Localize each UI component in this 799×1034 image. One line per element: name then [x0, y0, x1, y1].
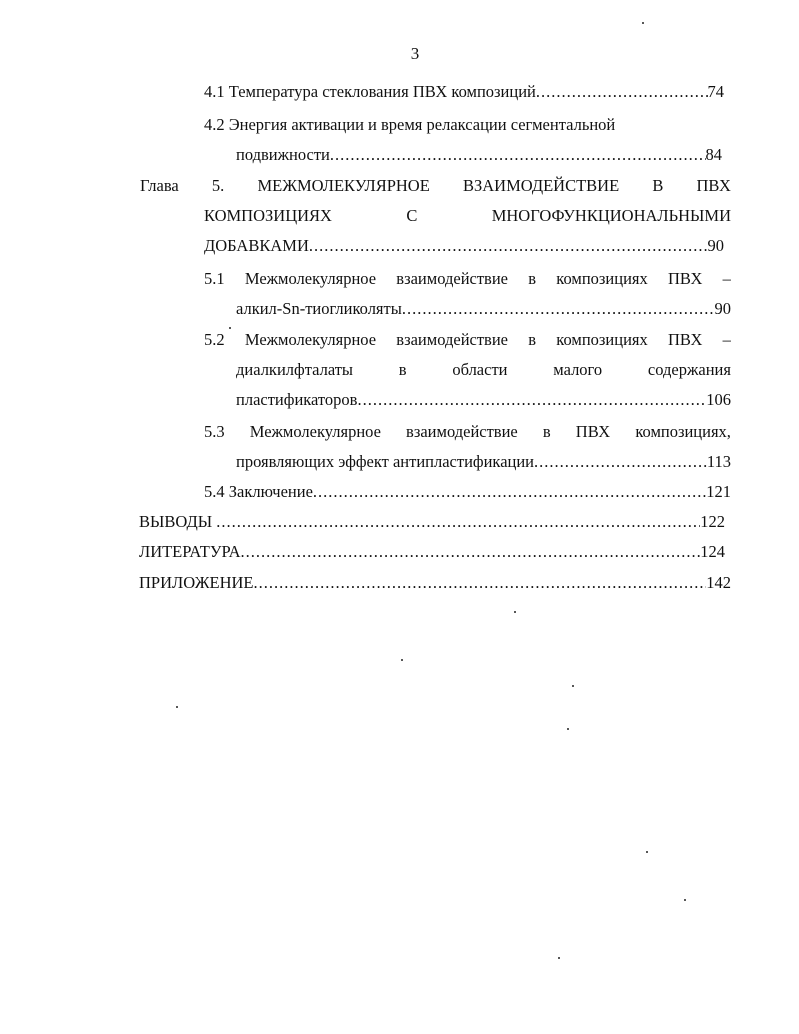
scan-speck [572, 685, 574, 687]
scan-speck [229, 327, 231, 329]
dot-leader [536, 82, 708, 102]
dot-leader [534, 452, 707, 472]
dot-leader [241, 542, 701, 562]
toc-entry-page: 90 [714, 299, 731, 318]
word: ПВХ [696, 176, 731, 195]
toc-entry-5-3-line2 [236, 452, 731, 472]
toc-entry-4-2-line2 [236, 145, 722, 165]
toc-entry-4-2-line1: 4.2 Энергия активации и время релаксации сегментальной [204, 115, 616, 134]
word: ПВХ [668, 330, 703, 349]
toc-entry-5-2-line2 [236, 360, 731, 380]
word: Глава [140, 176, 179, 195]
word: МЕЖМОЛЕКУЛЯРНОЕ [257, 176, 430, 195]
word: ПВХ [668, 269, 703, 288]
word: Межмолекулярное [244, 269, 377, 288]
word: взаимодействие [396, 269, 509, 288]
word: ПВХ [575, 422, 611, 441]
word: в [398, 360, 407, 379]
dot-leader [216, 512, 700, 532]
toc-chapter-5-line3 [204, 236, 724, 256]
word: 5.3 [204, 422, 225, 441]
word: в [528, 269, 537, 288]
toc-entry-title: проявляющих эффект антипластификации [236, 452, 535, 471]
scan-speck [684, 899, 686, 901]
word: композициях, [635, 422, 731, 441]
word: В [652, 176, 664, 195]
page-number: 3 [410, 44, 420, 63]
word: 5.2 [204, 330, 225, 349]
word: области [452, 360, 508, 379]
word: МНОГОФУНКЦИОНАЛЬНЫМИ [491, 206, 731, 225]
word: взаимодействие [396, 330, 509, 349]
word: С [406, 206, 418, 225]
toc-entry-page: 113 [706, 452, 731, 471]
dot-leader [402, 299, 715, 319]
word: 5. [211, 176, 225, 195]
toc-entry-5-2-line1 [204, 330, 731, 350]
toc-entry-page: 121 [706, 482, 731, 501]
toc-chapter-5-line1 [140, 176, 731, 196]
toc-entry-title: ВЫВОДЫ [139, 512, 217, 531]
word: в [528, 330, 537, 349]
toc-entry-page: 122 [700, 512, 725, 531]
dot-leader [357, 390, 706, 410]
word: содержания [647, 360, 731, 379]
toc-entry-4-1 [204, 82, 724, 102]
toc-entry-title: ДОБАВКАМИ [204, 236, 309, 255]
toc-entry-page: 90 [707, 236, 724, 255]
toc-entry-page: 124 [700, 542, 725, 561]
toc-entry-appendix [139, 573, 731, 593]
toc-entry-5-2-line3 [236, 390, 731, 410]
word: в [542, 422, 551, 441]
word: Межмолекулярное [244, 330, 377, 349]
scan-speck [176, 706, 178, 708]
word: малого [553, 360, 603, 379]
toc-entry-title: пластификаторов [236, 390, 358, 409]
scan-speck [514, 611, 516, 613]
word: композициях [556, 330, 648, 349]
toc-chapter-5-line2 [204, 206, 731, 226]
dot-leader [253, 573, 706, 593]
dot-leader [330, 145, 706, 165]
toc-entry-title: алкил-Sn-тиогликоляты [236, 299, 402, 318]
toc-entry-page: 142 [706, 573, 731, 592]
word: – [722, 269, 731, 288]
scan-speck [401, 659, 403, 661]
word: – [722, 330, 731, 349]
word: взаимодействие [406, 422, 518, 441]
toc-entry-conclusions [139, 512, 725, 532]
toc-entry-title: 5.4 Заключение [204, 482, 313, 501]
toc-entry-title: ЛИТЕРАТУРА [139, 542, 241, 561]
word: 5.1 [204, 269, 225, 288]
scan-speck [558, 957, 560, 959]
dot-leader [309, 236, 708, 256]
toc-entry-literature [139, 542, 725, 562]
dot-leader [313, 482, 706, 502]
toc-entry-title: 4.1 Температура стеклования ПВХ композиций [204, 82, 536, 101]
toc-entry-title: подвижности [236, 145, 330, 164]
toc-entry-page: 106 [706, 390, 731, 409]
word: ВЗАИМОДЕЙСТВИЕ [462, 176, 620, 195]
toc-entry-page: 74 [707, 82, 724, 101]
toc-entry-title: ПРИЛОЖЕНИЕ [139, 573, 254, 592]
word: КОМПОЗИЦИЯХ [204, 206, 332, 225]
scan-speck [567, 728, 569, 730]
toc-entry-5-3-line1 [204, 422, 731, 442]
scan-speck [642, 22, 644, 24]
word: диалкилфталаты [236, 360, 354, 379]
toc-entry-5-1-line1 [204, 269, 731, 289]
word: композициях [556, 269, 648, 288]
scan-speck [646, 851, 648, 853]
toc-entry-5-1-line2 [236, 299, 731, 319]
word: Межмолекулярное [249, 422, 381, 441]
toc-entry-page: 84 [705, 145, 722, 164]
toc-entry-5-4 [204, 482, 731, 502]
